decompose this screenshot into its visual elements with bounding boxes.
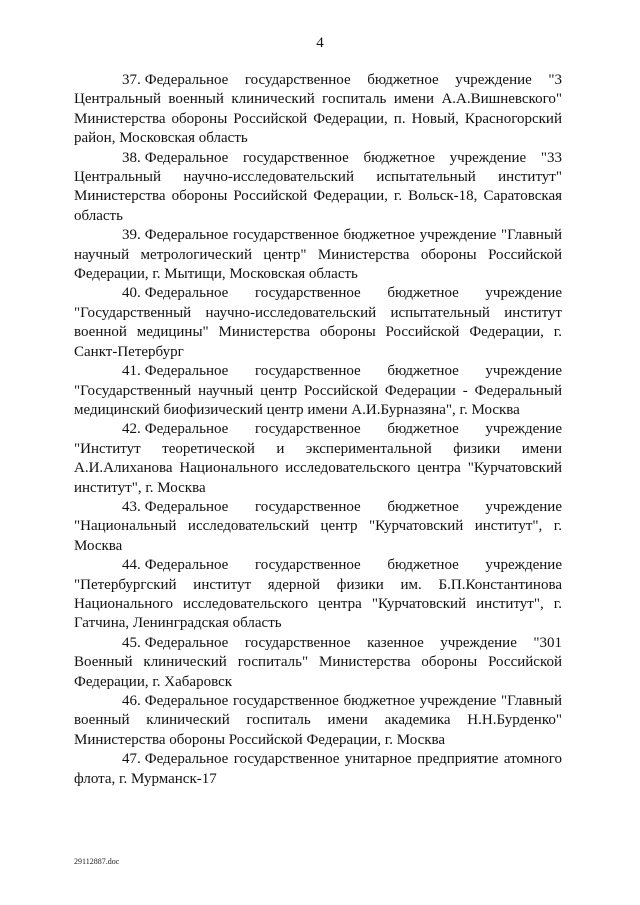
item-text: Федеральное государственное бюджетное учреждение "Главный военный клинический госпиталь имени академика Н.Н.Бурденко" Министерства обороны Российской Федерации, г. Москва xyxy=(74,693,562,748)
list-item xyxy=(74,149,562,227)
item-number: 38. xyxy=(122,149,141,166)
item-number: 40. xyxy=(122,285,141,302)
footer-filename: 29112887.doc xyxy=(74,857,120,866)
item-text: Федеральное государственное бюджетное учреждение "Национальный исследовательский центр "Курчатовский институт", г. Москва xyxy=(74,498,562,554)
item-number: 39. xyxy=(122,227,141,244)
document-body xyxy=(74,71,562,789)
item-number: 43. xyxy=(122,498,141,515)
item-number: 46. xyxy=(122,693,141,709)
list-item xyxy=(74,420,562,498)
item-number: 41. xyxy=(122,363,141,380)
list-item xyxy=(74,498,562,556)
item-number: 47. xyxy=(122,751,141,768)
item-text: Федеральное государственное бюджетное учреждение "3 Центральный военный клинический госпиталь имени А.А.Вишневского" Министерства обороны Российской Федерации, п. Новый, Красногорский район, Московская область xyxy=(74,72,562,147)
item-text: Федеральное государственное казенное учреждение "301 Военный клинический госпиталь" Министерства обороны Российской Федерации, г. Хабаровск xyxy=(74,634,562,690)
item-number: 37. xyxy=(122,72,141,88)
list-item xyxy=(74,692,562,750)
list-item xyxy=(74,362,562,420)
item-text: Федеральное государственное бюджетное учреждение "Петербургский институт ядерной физики им. Б.П.Константинова Национального исследовательского центра "Курчатовский институт", г. Гатчина, Ленинградская область xyxy=(74,557,562,632)
list-item xyxy=(74,226,562,284)
item-text: Федеральное государственное бюджетное учреждение "Институт теоретической и экспериментальной физики имени А.И.Алиханова Национального исследовательского центра "Курчатовский институт", г. Москва xyxy=(74,421,562,496)
item-number: 44. xyxy=(122,557,141,574)
item-number: 45. xyxy=(122,634,141,651)
list-item xyxy=(74,71,562,149)
item-text: Федеральное государственное бюджетное учреждение "33 Центральный научно-исследовательский испытательный институт" Министерства обороны Российской Федерации, г. Вольск-18, Саратовская область xyxy=(74,149,562,224)
item-text: Федеральное государственное унитарное предприятие атомного флота, г. Мурманск-17 xyxy=(74,751,562,787)
item-number: 42. xyxy=(122,421,141,438)
list-item xyxy=(74,284,562,362)
page-number: 4 xyxy=(316,35,324,51)
list-item xyxy=(74,634,562,692)
item-text: Федеральное государственное бюджетное учреждение "Главный научный метрологический центр" Министерства обороны Российской Федерации, г. Мытищи, Московская область xyxy=(74,227,562,283)
item-text: Федеральное государственное бюджетное учреждение "Государственный научный центр Российской Федерации - Федеральный медицинский биофизический центр имени А.И.Бурназяна", г. Москва xyxy=(74,363,562,418)
item-text: Федеральное государственное бюджетное учреждение "Государственный научно-исследовательский испытательный институт военной медицины" Министерства обороны Российской Федерации, г. Санкт-Петербург xyxy=(74,285,562,360)
list-item xyxy=(74,750,562,789)
list-item xyxy=(74,556,562,634)
